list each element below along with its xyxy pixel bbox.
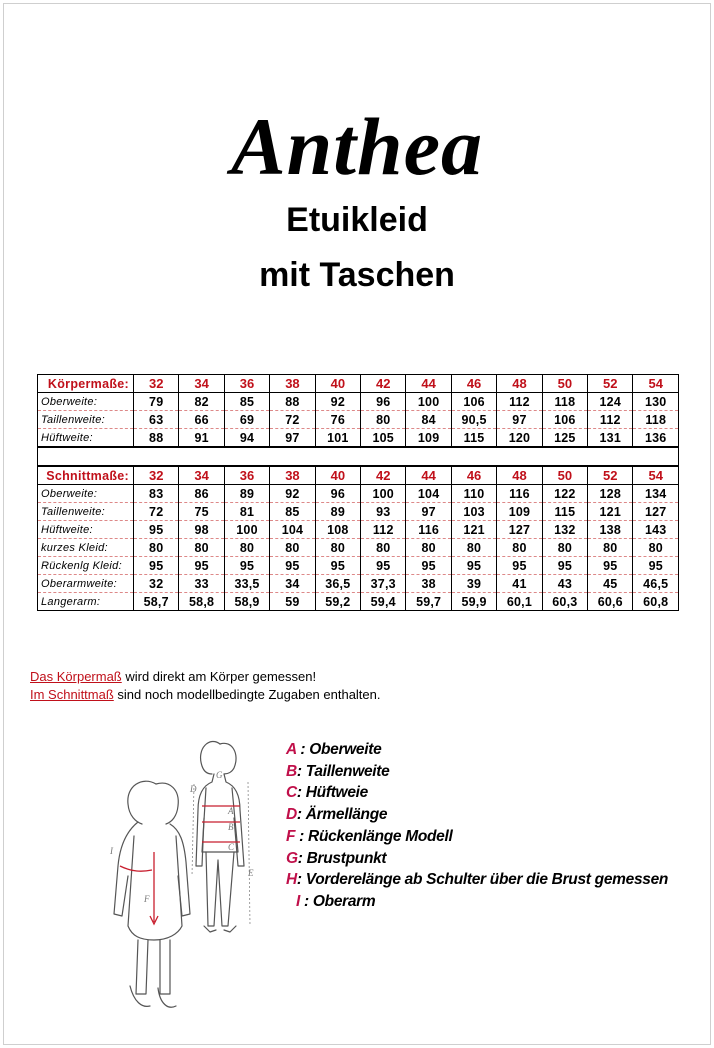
table-cell: 43 [542, 575, 587, 593]
table-cell: 98 [179, 521, 224, 539]
table-cell: 108 [315, 521, 360, 539]
size-header-cell: 38 [270, 467, 315, 485]
table-cell: 63 [134, 411, 179, 429]
legend-key: F [286, 827, 296, 845]
table-cell: 132 [542, 521, 587, 539]
table-cell: 118 [542, 393, 587, 411]
measurement-legend [286, 739, 668, 913]
table-cell: 88 [270, 393, 315, 411]
legend-key: H [286, 871, 297, 889]
table-cell: 127 [633, 503, 679, 521]
table-cell: 80 [633, 539, 679, 557]
table-cell: 138 [588, 521, 633, 539]
table-cell: 58,7 [134, 593, 179, 611]
note-body-measure-text: wird direkt am Körper gemessen! [121, 669, 317, 684]
table-cell: 88 [134, 429, 179, 447]
row-label: Oberarmweite: [38, 575, 134, 593]
table-cell: 95 [134, 521, 179, 539]
table-separator [37, 447, 679, 466]
table-cell: 80 [134, 539, 179, 557]
table-cell: 97 [270, 429, 315, 447]
size-header-cell: 36 [224, 375, 269, 393]
table-cell: 58,8 [179, 593, 224, 611]
table-cell: 38 [406, 575, 451, 593]
size-header-cell: 40 [315, 467, 360, 485]
legend-key: A [286, 741, 297, 758]
table-cell: 112 [588, 411, 633, 429]
table-row [38, 593, 679, 611]
table-row [38, 411, 679, 429]
table-cell: 76 [315, 411, 360, 429]
table-cell: 95 [179, 557, 224, 575]
svg-text:C: C [228, 842, 235, 852]
subtitle-line-1: Etuikleid [286, 201, 428, 239]
size-header-cell: 54 [633, 375, 679, 393]
table-cell: 92 [270, 485, 315, 503]
size-header-cell: 50 [542, 467, 587, 485]
table-cell: 101 [315, 429, 360, 447]
table-cell: 122 [542, 485, 587, 503]
legend-text: : Vorderelänge ab Schulter über die Brust gemessen [296, 871, 669, 889]
legend-item [286, 782, 668, 804]
table-cell: 33,5 [224, 575, 269, 593]
table-cell: 104 [270, 521, 315, 539]
svg-text:E: E [248, 868, 254, 878]
table-cell: 112 [361, 521, 406, 539]
svg-text:F: F [144, 894, 150, 904]
table-cell: 94 [224, 429, 269, 447]
pattern-measurements-table [37, 466, 679, 611]
table-cell: 59 [270, 593, 315, 611]
size-header-cell: 54 [633, 467, 679, 485]
row-label: kurzes Kleid: [38, 539, 134, 557]
table-cell: 121 [588, 503, 633, 521]
note-pattern-measure [30, 685, 381, 705]
table-cell: 58,9 [224, 593, 269, 611]
legend-key: G [286, 849, 298, 867]
measurement-figure-illustration [98, 726, 282, 1026]
legend-text: : Taillenweite [296, 762, 390, 780]
legend-text: : Oberweite [296, 741, 382, 758]
table-cell: 80 [361, 539, 406, 557]
table-cell: 59,9 [451, 593, 496, 611]
table-cell: 128 [588, 485, 633, 503]
row-label: Taillenweite: [38, 411, 134, 429]
table-cell: 33 [179, 575, 224, 593]
size-header-cell: 52 [588, 375, 633, 393]
table-cell: 106 [451, 393, 496, 411]
table-cell: 95 [361, 557, 406, 575]
table-cell: 80 [179, 539, 224, 557]
svg-text:G: G [216, 770, 223, 780]
table-cell: 103 [451, 503, 496, 521]
table-cell: 80 [451, 539, 496, 557]
table-cell: 60,6 [588, 593, 633, 611]
table-cell: 106 [542, 411, 587, 429]
row-label: Hüftweite: [38, 521, 134, 539]
table-cell: 80 [406, 539, 451, 557]
legend-item [286, 826, 668, 848]
table-cell: 116 [406, 521, 451, 539]
table-cell: 80 [224, 539, 269, 557]
table-row [38, 393, 679, 411]
table-cell: 39 [451, 575, 496, 593]
table-cell: 86 [179, 485, 224, 503]
table-cell: 45 [588, 575, 633, 593]
row-label: Oberweite: [38, 485, 134, 503]
table-cell: 125 [542, 429, 587, 447]
table-cell: 59,2 [315, 593, 360, 611]
table-cell: 115 [451, 429, 496, 447]
table-row [38, 575, 679, 593]
table-cell: 95 [497, 557, 542, 575]
table-cell: 95 [542, 557, 587, 575]
table-cell: 59,7 [406, 593, 451, 611]
legend-key: C [286, 784, 297, 802]
pattern-measure-link: Im Schnittmaß [30, 687, 114, 702]
table-cell: 100 [361, 485, 406, 503]
table-cell: 143 [633, 521, 679, 539]
table-row [38, 485, 679, 503]
table-cell: 120 [497, 429, 542, 447]
table-cell: 95 [588, 557, 633, 575]
size-header-cell: 48 [497, 467, 542, 485]
size-header-cell: 44 [406, 467, 451, 485]
legend-text: : Rückenlänge Modell [295, 827, 453, 845]
legend-key: D [286, 806, 297, 824]
svg-text:D: D [190, 784, 197, 794]
row-label: Taillenweite: [38, 503, 134, 521]
size-header-cell: 50 [542, 375, 587, 393]
table-cell: 90,5 [451, 411, 496, 429]
table-cell: 134 [633, 485, 679, 503]
size-header-cell: 36 [224, 467, 269, 485]
table-cell: 89 [315, 503, 360, 521]
legend-item [286, 848, 668, 870]
svg-text:A: A [228, 806, 234, 816]
table-cell: 93 [361, 503, 406, 521]
table-row [38, 521, 679, 539]
table-cell: 116 [497, 485, 542, 503]
table-cell: 91 [179, 429, 224, 447]
table-cell: 109 [497, 503, 542, 521]
table-cell: 37,3 [361, 575, 406, 593]
table-cell: 109 [406, 429, 451, 447]
size-header-cell: 52 [588, 467, 633, 485]
row-label: Hüftweite: [38, 429, 134, 447]
size-header-row [38, 467, 679, 485]
table-cell: 110 [451, 485, 496, 503]
table-cell: 59,4 [361, 593, 406, 611]
row-label: Langerarm: [38, 593, 134, 611]
table-cell: 95 [224, 557, 269, 575]
table-cell: 127 [497, 521, 542, 539]
table-cell: 83 [134, 485, 179, 503]
size-header-row [38, 375, 679, 393]
table-cell: 69 [224, 411, 269, 429]
page-title: Anthea [230, 101, 484, 192]
body-measure-link: Das Körpermaß [30, 669, 122, 684]
table-cell: 97 [406, 503, 451, 521]
table-cell: 84 [406, 411, 451, 429]
table-cell: 36,5 [315, 575, 360, 593]
table-header-label: Schnittmaße: [38, 467, 134, 485]
legend-item [286, 804, 668, 826]
table-cell: 121 [451, 521, 496, 539]
size-header-cell: 34 [179, 375, 224, 393]
table-cell: 66 [179, 411, 224, 429]
body-measurements-table [37, 374, 679, 447]
legend-item [286, 739, 668, 761]
size-header-cell: 44 [406, 375, 451, 393]
size-header-cell: 32 [134, 375, 179, 393]
table-cell: 136 [633, 429, 679, 447]
size-header-cell: 34 [179, 467, 224, 485]
table-cell: 124 [588, 393, 633, 411]
table-cell: 80 [588, 539, 633, 557]
table-cell: 60,8 [633, 593, 679, 611]
table-row [38, 429, 679, 447]
legend-item [286, 891, 668, 913]
legend-text: : Hüftweie [296, 784, 368, 802]
table-cell: 95 [315, 557, 360, 575]
table-cell: 95 [451, 557, 496, 575]
table-cell: 118 [633, 411, 679, 429]
table-cell: 72 [270, 411, 315, 429]
table-cell: 85 [224, 393, 269, 411]
table-cell: 46,5 [633, 575, 679, 593]
size-header-cell: 32 [134, 467, 179, 485]
table-cell: 72 [134, 503, 179, 521]
table-cell: 89 [224, 485, 269, 503]
svg-text:B: B [228, 822, 234, 832]
table-cell: 95 [270, 557, 315, 575]
svg-text:I: I [110, 846, 113, 856]
table-cell: 95 [134, 557, 179, 575]
table-cell: 80 [361, 411, 406, 429]
table-cell: 60,3 [542, 593, 587, 611]
legend-text: : Brustpunkt [297, 849, 387, 867]
size-header-cell: 46 [451, 375, 496, 393]
size-header-cell: 42 [361, 375, 406, 393]
row-label: Oberweite: [38, 393, 134, 411]
legend-item [286, 761, 668, 783]
table-cell: 115 [542, 503, 587, 521]
table-cell: 104 [406, 485, 451, 503]
table-cell: 80 [270, 539, 315, 557]
table-row [38, 503, 679, 521]
table-cell: 79 [134, 393, 179, 411]
subtitle-line-2: mit Taschen [259, 256, 455, 294]
table-cell: 100 [406, 393, 451, 411]
size-header-cell: 38 [270, 375, 315, 393]
table-cell: 80 [315, 539, 360, 557]
table-cell: 32 [134, 575, 179, 593]
size-header-cell: 48 [497, 375, 542, 393]
table-header-label: Körpermaße: [38, 375, 134, 393]
table-row [38, 557, 679, 575]
table-cell: 95 [406, 557, 451, 575]
note-body-measure [30, 667, 316, 687]
table-cell: 130 [633, 393, 679, 411]
table-cell: 80 [497, 539, 542, 557]
table-cell: 85 [270, 503, 315, 521]
table-row [38, 539, 679, 557]
legend-key: I [296, 892, 301, 910]
table-cell: 100 [224, 521, 269, 539]
legend-item [286, 869, 668, 891]
legend-text: : Ärmellänge [296, 806, 388, 824]
table-cell: 81 [224, 503, 269, 521]
table-cell: 95 [633, 557, 679, 575]
legend-text: : Oberarm [300, 892, 376, 910]
table-cell: 41 [497, 575, 542, 593]
note-pattern-measure-text: sind noch modellbedingte Zugaben enthalten. [113, 687, 381, 702]
table-cell: 92 [315, 393, 360, 411]
size-header-cell: 42 [361, 467, 406, 485]
table-cell: 131 [588, 429, 633, 447]
legend-key: B [286, 762, 297, 780]
table-cell: 75 [179, 503, 224, 521]
table-cell: 82 [179, 393, 224, 411]
table-cell: 80 [542, 539, 587, 557]
table-cell: 112 [497, 393, 542, 411]
table-cell: 60,1 [497, 593, 542, 611]
size-header-cell: 40 [315, 375, 360, 393]
table-cell: 105 [361, 429, 406, 447]
table-cell: 96 [361, 393, 406, 411]
table-cell: 97 [497, 411, 542, 429]
size-header-cell: 46 [451, 467, 496, 485]
table-cell: 96 [315, 485, 360, 503]
table-cell: 34 [270, 575, 315, 593]
row-label: Rückenlg Kleid: [38, 557, 134, 575]
